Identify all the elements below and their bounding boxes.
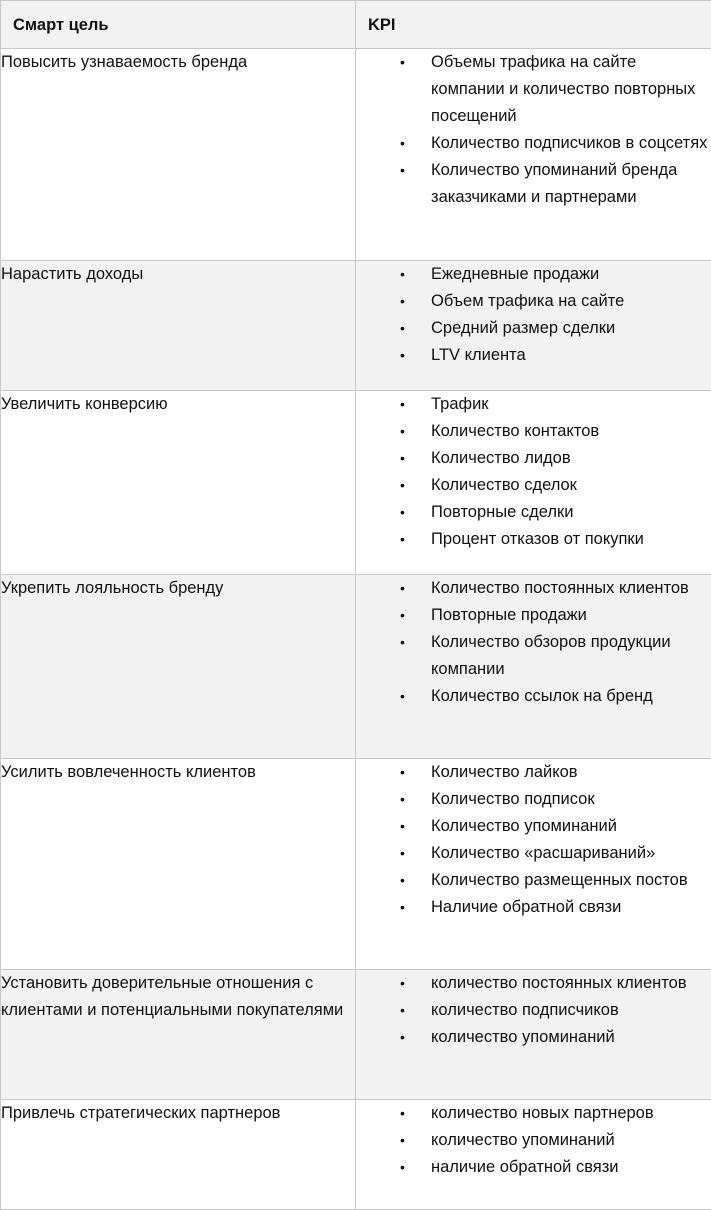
list-item: • количество упоминаний: [356, 1024, 711, 1051]
bullet-icon: •: [400, 813, 405, 840]
list-item: • количество новых партнеров: [356, 1100, 711, 1127]
bullet-icon: •: [400, 526, 405, 553]
bullet-icon: •: [400, 759, 405, 786]
table-row: [1, 261, 711, 391]
list-item: • Количество лидов: [356, 445, 711, 472]
kpi-cell: [356, 261, 711, 391]
bullet-icon: •: [400, 786, 405, 813]
list-item: • количество упоминаний: [356, 1127, 711, 1154]
bullet-icon: •: [400, 472, 405, 499]
table-row: [1, 970, 711, 1100]
table-row: [1, 759, 711, 970]
bullet-icon: •: [400, 391, 405, 418]
kpi-list: [356, 759, 711, 921]
kpi-cell: [356, 970, 711, 1100]
list-item: • Количество лайков: [356, 759, 711, 786]
list-item: • Количество постоянных клиентов: [356, 575, 711, 602]
list-item: • Количество сделок: [356, 472, 711, 499]
kpi-list: [356, 1100, 711, 1181]
table-row: [1, 391, 711, 575]
bullet-icon: •: [400, 342, 405, 369]
kpi-cell: [356, 1100, 711, 1210]
bullet-icon: •: [400, 445, 405, 472]
bullet-icon: •: [400, 499, 405, 526]
kpi-list: [356, 575, 711, 710]
bullet-icon: •: [400, 157, 405, 184]
bullet-icon: •: [400, 840, 405, 867]
goal-cell: Нарастить доходы: [1, 261, 356, 391]
kpi-cell: [356, 49, 711, 261]
bullet-icon: •: [400, 1127, 405, 1154]
bullet-icon: •: [400, 315, 405, 342]
bullet-icon: •: [400, 288, 405, 315]
list-item: • Повторные сделки: [356, 499, 711, 526]
table-row: [1, 1100, 711, 1210]
list-item: • Процент отказов от покупки: [356, 526, 711, 553]
list-item: • LTV клиента: [356, 342, 711, 369]
bullet-icon: •: [400, 997, 405, 1024]
goal-cell: Установить доверительные отношения с клиентами и потенциальными покупателями: [1, 970, 356, 1100]
goal-cell: Повысить узнаваемость бренда: [1, 49, 356, 261]
goal-cell: Усилить вовлеченность клиентов: [1, 759, 356, 970]
table-header-row: [1, 1, 711, 49]
list-item: • наличие обратной связи: [356, 1154, 711, 1181]
bullet-icon: •: [400, 1100, 405, 1127]
list-item: • Наличие обратной связи: [356, 894, 711, 921]
bullet-icon: •: [400, 683, 405, 710]
table-row: [1, 575, 711, 759]
kpi-column-header: KPI: [356, 1, 711, 49]
goal-cell: Укрепить лояльность бренду: [1, 575, 356, 759]
goal-column-header: Смарт цель: [1, 1, 356, 49]
bullet-icon: •: [400, 629, 405, 656]
list-item: • Количество ссылок на бренд: [356, 683, 711, 710]
list-item: • Количество «расшариваний»: [356, 840, 711, 867]
kpi-cell: [356, 575, 711, 759]
bullet-icon: •: [400, 261, 405, 288]
goal-cell: Привлечь стратегических партнеров: [1, 1100, 356, 1210]
list-item: • Количество размещенных постов: [356, 867, 711, 894]
bullet-icon: •: [400, 130, 405, 157]
list-item: • Объем трафика на сайте: [356, 288, 711, 315]
list-item: • Количество упоминаний: [356, 813, 711, 840]
list-item: • Ежедневные продажи: [356, 261, 711, 288]
list-item: • Трафик: [356, 391, 711, 418]
kpi-cell: [356, 759, 711, 970]
table-row: [1, 49, 711, 261]
list-item: • Количество упоминаний бренда заказчиками и партнерами: [356, 157, 711, 211]
list-item: • Объемы трафика на сайте компании и количество повторных посещений: [356, 49, 711, 130]
kpi-cell: [356, 391, 711, 575]
list-item: • Средний размер сделки: [356, 315, 711, 342]
list-item: • количество постоянных клиентов: [356, 970, 711, 997]
kpi-list: [356, 261, 711, 369]
bullet-icon: •: [400, 1024, 405, 1051]
bullet-icon: •: [400, 970, 405, 997]
list-item: • Повторные продажи: [356, 602, 711, 629]
goal-cell: Увеличить конверсию: [1, 391, 356, 575]
kpi-list: [356, 49, 711, 211]
bullet-icon: •: [400, 49, 405, 76]
list-item: • количество подписчиков: [356, 997, 711, 1024]
kpi-list: [356, 970, 711, 1051]
list-item: • Количество обзоров продукции компании: [356, 629, 711, 683]
bullet-icon: •: [400, 867, 405, 894]
kpi-list: [356, 391, 711, 553]
list-item: • Количество контактов: [356, 418, 711, 445]
bullet-icon: •: [400, 602, 405, 629]
list-item: • Количество подписчиков в соцсетях: [356, 130, 711, 157]
bullet-icon: •: [400, 1154, 405, 1181]
bullet-icon: •: [400, 894, 405, 921]
list-item: • Количество подписок: [356, 786, 711, 813]
bullet-icon: •: [400, 575, 405, 602]
bullet-icon: •: [400, 418, 405, 445]
